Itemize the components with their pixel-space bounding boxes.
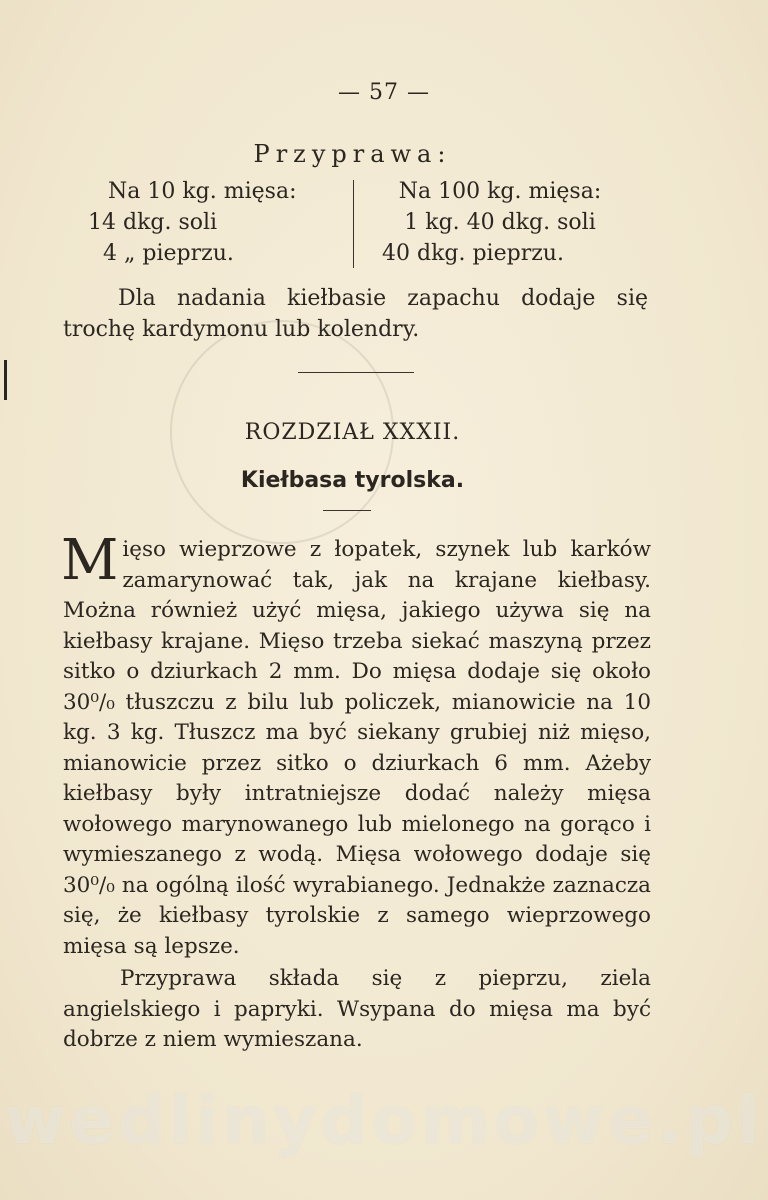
page-number: — 57 — (338, 80, 430, 105)
pepper-amount: 40 dkg. pieprzu. (382, 241, 564, 266)
chapter-heading: ROZDZIAŁ XXXII. (244, 420, 461, 445)
column-header: Na 10 kg. mięsa: (108, 179, 297, 204)
column-header: Na 100 kg. mięsa: (398, 179, 602, 204)
paragraph-text: ięso wieprzowe z łopatek, szynek lub karków zamarynować tak, jak na krajane kiełbasy. Można również użyć mięsa, jakiego używa się na kiełbasy krajane. Mięso trzeba siekać maszyną przez sitko o dziurkach 2 mm. Do mięsa dodaje się około 30⁰/₀ tłuszczu z bilu lub policzek, mianowicie na 10 kg. 3 kg. Tłuszcz ma być siekany grubiej niż mięso, mianowicie przez sitko o dziurkach 6 mm. Ażeby kiełbasy były intratniejsze dodać należy mięsa wołowego marynowanego lub mielonego na gorąco i wymieszanego z wodą. Mięsa wołowego dodaje się 30⁰/₀ na ogólną ilość wyrabianego. Jednakże zaznacza się, że kiełbasy tyrolskie z samego wieprzowego mięsa są lepsze. (63, 537, 651, 959)
salt-amount: 14 dkg. soli (88, 210, 218, 235)
title-rule (323, 510, 371, 511)
column-divider (353, 180, 354, 268)
aroma-note (63, 283, 648, 345)
section-rule (298, 372, 414, 373)
drop-cap: M (61, 528, 119, 593)
spice-heading: Przyprawa: (253, 140, 452, 168)
watermark: wedlinydomowe.pl (4, 1082, 764, 1159)
recipe-body (61, 528, 651, 1056)
paragraph (61, 528, 651, 962)
margin-mark (4, 360, 7, 400)
pepper-amount: 4 „ pieprzu. (103, 241, 234, 266)
paragraph: Przyprawa składa się z pieprzu, ziela angielskiego i papryki. Wsypana do mięsa ma być dobrze z niem wymieszana. (63, 966, 651, 1052)
spice-column-right (380, 176, 620, 269)
spice-column-left (88, 176, 338, 269)
salt-amount: 1 kg. 40 dkg. soli (404, 210, 596, 235)
recipe-title: Kiełbasa tyrolska. (240, 468, 465, 493)
aroma-note-text: Dla nadania kiełbasie zapachu dodaje się trochę kardymonu lub kolendry. (63, 286, 648, 342)
